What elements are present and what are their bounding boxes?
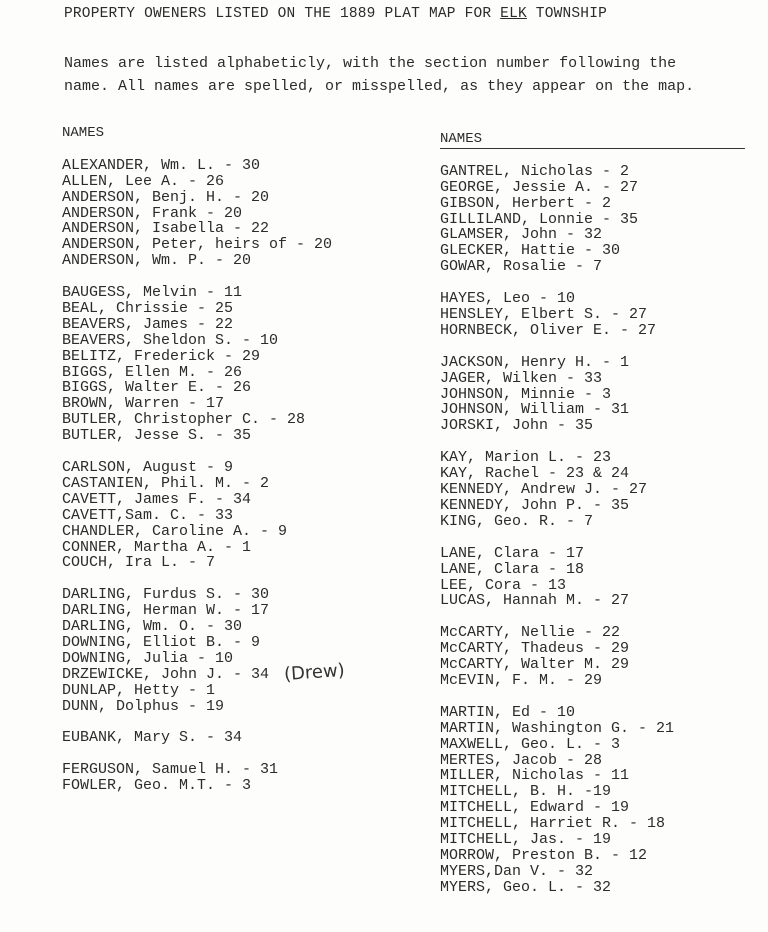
name-entry: LEE, Cora - 13	[440, 576, 567, 594]
name-entry: BEAVERS, James - 22	[62, 315, 234, 333]
name-entry: MITCHELL, B. H. -19	[440, 783, 612, 801]
name-entry: ALEXANDER, Wm. L. - 30	[62, 156, 261, 174]
name-group	[62, 587, 332, 714]
name-entry: FERGUSON, Samuel H. - 31	[62, 761, 279, 779]
name-entry: GLAMSER, John - 32	[440, 226, 603, 244]
name-entry: MITCHELL, Harriet R. - 18	[440, 815, 666, 833]
name-group	[440, 625, 674, 689]
name-entry: ANDERSON, Isabella - 22	[62, 220, 270, 238]
page-title	[64, 6, 607, 22]
name-entry: CAVETT,Sam. C. - 33	[62, 506, 234, 524]
name-entry: CHANDLER, Caroline A. - 9	[62, 522, 288, 540]
name-entry: DOWNING, Julia - 10	[62, 649, 234, 667]
name-entry: COUCH, Ira L. - 7	[62, 554, 216, 572]
name-entry: EUBANK, Mary S. - 34	[62, 729, 243, 747]
name-entry: DOWNING, Elliot B. - 9	[62, 633, 261, 651]
name-entry: DARLING, Wm. O. - 30	[62, 618, 243, 636]
name-entry: HORNBECK, Oliver E. - 27	[440, 321, 657, 339]
name-entry: FOWLER, Geo. M.T. - 3	[62, 777, 252, 795]
intro-paragraph	[64, 52, 754, 98]
name-group	[62, 730, 332, 746]
name-entry: MORROW, Preston B. - 12	[440, 846, 648, 864]
name-entry: KAY, Marion L. - 23	[440, 449, 612, 467]
name-entry: DARLING, Herman W. - 17	[62, 602, 270, 620]
intro-line: name. All names are spelled, or misspelled, as they appear on the map.	[64, 78, 695, 95]
name-entry: JACKSON, Henry H. - 1	[440, 353, 630, 371]
names-column-left	[62, 126, 332, 810]
name-entry: McCARTY, Thadeus - 29	[440, 640, 630, 658]
name-entry: BUTLER, Christopher C. - 28	[62, 411, 306, 429]
name-entry: BEAL, Chrissie - 25	[62, 300, 234, 318]
name-entry: BELITZ, Frederick - 29	[62, 347, 261, 365]
name-group	[440, 355, 674, 434]
name-entry: BIGGS, Walter E. - 26	[62, 379, 252, 397]
handwritten-note: (Drew)	[283, 659, 346, 686]
intro-line: Names are listed alphabeticly, with the section number following the	[64, 55, 677, 72]
title-suffix: TOWNSHIP	[526, 6, 608, 22]
column-header: NAMES	[440, 131, 483, 147]
name-group	[440, 164, 674, 275]
name-entry: DARLING, Furdus S. - 30	[62, 586, 270, 604]
name-entry: McEVIN, F. M. - 29	[440, 671, 603, 689]
name-entry: HAYES, Leo - 10	[440, 290, 576, 308]
name-entry: MILLER, Nicholas - 11	[440, 767, 630, 785]
name-entry: ANDERSON, Wm. P. - 20	[62, 252, 252, 270]
column-header: NAMES	[62, 125, 105, 141]
name-entry: BROWN, Warren - 17	[62, 395, 225, 413]
name-entry: HENSLEY, Elbert S. - 27	[440, 306, 648, 324]
name-entry: JOHNSON, Minnie - 3	[440, 385, 612, 403]
name-entry: GOWAR, Rosalie - 7	[440, 258, 603, 276]
name-entry: ANDERSON, Peter, heirs of - 20	[62, 236, 333, 254]
name-entry: McCARTY, Nellie - 22	[440, 624, 621, 642]
name-group	[62, 285, 332, 444]
name-group	[440, 291, 674, 339]
name-entry: DRZEWICKE, John J. - 34	[62, 665, 270, 683]
name-entry: GILLILAND, Lonnie - 35	[440, 210, 639, 228]
name-entry: LANE, Clara - 17	[440, 544, 585, 562]
name-entry: MAXWELL, Geo. L. - 3	[440, 735, 621, 753]
name-entry: MYERS, Geo. L. - 32	[440, 878, 612, 896]
name-entry: ANDERSON, Benj. H. - 20	[62, 188, 270, 206]
name-entry: KING, Geo. R. - 7	[440, 512, 594, 530]
name-entry: MITCHELL, Jas. - 19	[440, 830, 612, 848]
title-text: PROPERTY OWENERS LISTED ON THE 1889 PLAT MAP FOR	[64, 6, 501, 22]
name-group	[62, 460, 332, 571]
name-entry: CONNER, Martha A. - 1	[62, 538, 252, 556]
name-entry: KENNEDY, Andrew J. - 27	[440, 481, 648, 499]
name-group	[440, 450, 674, 529]
name-entry: JOHNSON, William - 31	[440, 401, 630, 419]
name-entry: ALLEN, Lee A. - 26	[62, 172, 225, 190]
name-entry: BUTLER, Jesse S. - 35	[62, 427, 252, 445]
name-entry: MARTIN, Ed - 10	[440, 703, 576, 721]
name-entry: GIBSON, Herbert - 2	[440, 194, 612, 212]
name-entry: JORSKI, John - 35	[440, 417, 594, 435]
name-entry: GLECKER, Hattie - 30	[440, 242, 621, 260]
names-column-right	[440, 132, 674, 912]
name-entry: LANE, Clara - 18	[440, 560, 585, 578]
name-entry: GANTREL, Nicholas - 2	[440, 162, 630, 180]
name-group	[440, 705, 674, 896]
name-entry: McCARTY, Walter M. 29	[440, 656, 630, 674]
name-entry: CASTANIEN, Phil. M. - 2	[62, 474, 270, 492]
name-entry: CAVETT, James F. - 34	[62, 490, 252, 508]
title-township: ELK	[500, 6, 527, 22]
name-entry: GEORGE, Jessie A. - 27	[440, 178, 639, 196]
name-entry: BEAVERS, Sheldon S. - 10	[62, 331, 279, 349]
name-entry: JAGER, Wilken - 33	[440, 369, 603, 387]
name-entry: MYERS,Dan V. - 32	[440, 862, 594, 880]
name-entry: MERTES, Jacob - 28	[440, 751, 603, 769]
name-entry: CARLSON, August - 9	[62, 459, 234, 477]
name-entry: KENNEDY, John P. - 35	[440, 496, 630, 514]
name-entry: MITCHELL, Edward - 19	[440, 799, 630, 817]
name-group	[62, 762, 332, 794]
name-entry: DUNN, Dolphus - 19	[62, 697, 225, 715]
name-group	[440, 546, 674, 610]
name-entry: LUCAS, Hannah M. - 27	[440, 592, 630, 610]
name-entry: BAUGESS, Melvin - 11	[62, 284, 243, 302]
name-entry: ANDERSON, Frank - 20	[62, 204, 243, 222]
name-entry: MARTIN, Washington G. - 21	[440, 719, 675, 737]
name-entry: KAY, Rachel - 23 & 24	[440, 465, 630, 483]
name-group	[62, 158, 332, 269]
name-entry: DUNLAP, Hetty - 1	[62, 681, 216, 699]
name-entry: BIGGS, Ellen M. - 26	[62, 363, 243, 381]
